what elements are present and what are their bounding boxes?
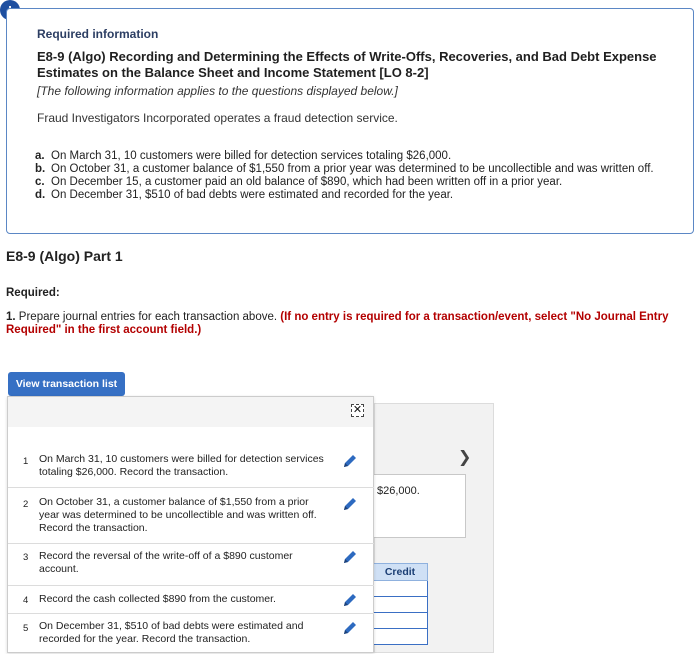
transaction-row: 3 Record the reversal of the write-off of a $890 customer account.	[8, 544, 374, 586]
transaction-row: 2 On October 31, a customer balance of $1,550 from a prior year was determined to be uncollectible and was written off. Record the transaction.	[8, 488, 374, 544]
instruction: 1. Prepare journal entries for each transaction above. (If no entry is required for a transaction/event, select "No Journal Entry Required" in the first account field.)	[6, 311, 669, 336]
pencil-edit-icon[interactable]	[342, 592, 358, 608]
chevron-right-icon[interactable]: ❯	[458, 449, 472, 466]
credit-input[interactable]	[372, 613, 428, 629]
transaction-list-popup	[7, 396, 374, 653]
close-icon[interactable]: ✕	[352, 404, 363, 416]
credit-column-header: Credit	[372, 563, 428, 581]
company-description: Fraud Investigators Incorporated operates a fraud detection service.	[37, 111, 398, 125]
info-note: [The following information applies to the questions displayed below.]	[37, 84, 398, 98]
transaction-facts-list	[35, 150, 654, 202]
instruction-emphasis: (If no entry is required for a transaction/event, select "No Journal Entry Required" in the first account field.)	[6, 311, 669, 336]
required-information-box	[6, 8, 694, 234]
list-item: c. On December 15, a customer paid an old balance of $890, which had been written off in a prior year.	[35, 176, 563, 188]
transaction-row: 4 Record the cash collected $890 from the customer.	[8, 586, 374, 614]
pencil-edit-icon[interactable]	[342, 549, 358, 565]
info-heading: Required information	[37, 27, 159, 41]
required-label: Required:	[6, 287, 60, 299]
list-item: b. On October 31, a customer balance of $1,550 from a prior year was determined to be uncollectible and was written off.	[35, 163, 654, 175]
credit-input[interactable]	[372, 597, 428, 613]
exercise-title: E8-9 (Algo) Recording and Determining the Effects of Write-Offs, Recoveries, and Bad Debt Expense Estimates on the Balance Sheet and Income Statement [LO 8-2]	[37, 49, 657, 80]
pencil-edit-icon[interactable]	[342, 453, 358, 469]
transaction-row: 5 On December 31, $510 of bad debts were estimated and recorded for the year. Record the transaction.	[8, 614, 374, 654]
pencil-edit-icon[interactable]	[342, 496, 358, 512]
pencil-edit-icon[interactable]	[342, 620, 358, 636]
part-title: E8-9 (Algo) Part 1	[6, 248, 123, 264]
view-transaction-list-button[interactable]: View transaction list	[8, 372, 125, 396]
amount-display: $26,000.	[372, 474, 466, 538]
list-item: a. On March 31, 10 customers were billed for detection services totaling $26,000.	[35, 150, 452, 162]
transaction-row: 1 On March 31, 10 customers were billed for detection services totaling $26,000. Record the transaction.	[8, 445, 374, 488]
credit-input[interactable]	[372, 629, 428, 645]
credit-input[interactable]	[372, 581, 428, 597]
list-item: d. On December 31, $510 of bad debts were estimated and recorded for the year.	[35, 189, 454, 201]
